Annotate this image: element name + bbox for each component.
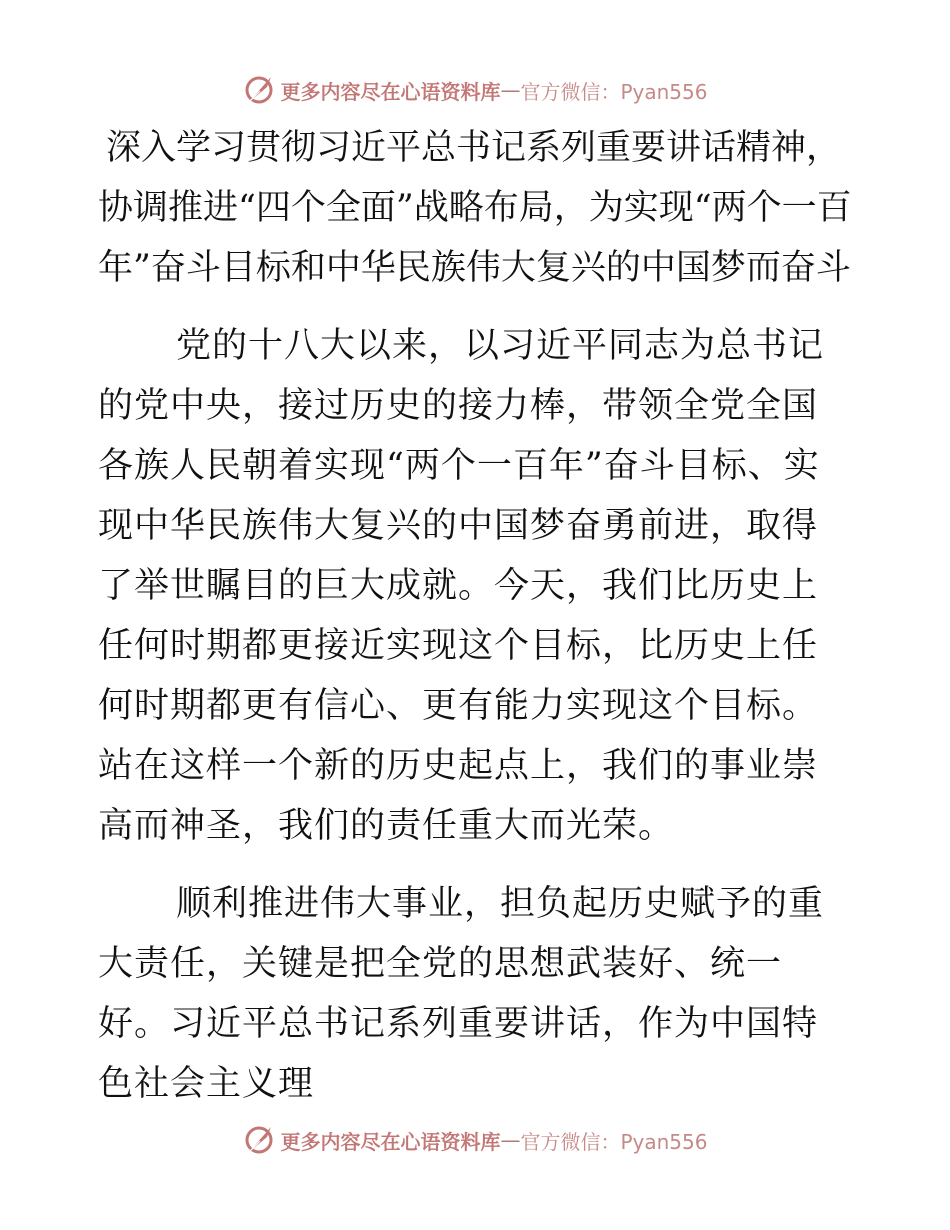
quill-circle-logo-icon: [242, 73, 276, 107]
quill-circle-logo-icon: [242, 1123, 276, 1157]
banner-wechat-text: 官方微信：Pyan556: [520, 79, 708, 104]
header-banner: [0, 70, 950, 110]
banner-separator: —: [500, 1128, 521, 1152]
banner-main-text: 更多内容尽在心语资料库: [280, 79, 501, 104]
banner-main-text: 更多内容尽在心语资料库: [280, 1129, 501, 1154]
banner-wechat-text: 官方微信：Pyan556: [520, 1129, 708, 1154]
paragraph-2: 顺利推进伟大事业，担负起历史赋予的重大责任，关键是把全党的思想武装好、统一好。习近平总书记系列重要讲话，作为中国特色社会主义理: [98, 884, 825, 1104]
document-title: 深入学习贯彻习近平总书记系列重要讲话精神，协调推进“四个全面”战略布局，为实现“两个一百年”奋斗目标和中华民族伟大复兴的中国梦而奋斗: [98, 128, 852, 288]
document-body: [98, 118, 852, 1114]
footer-banner: [0, 1120, 950, 1160]
paragraph-1: 党的十八大以来，以习近平同志为总书记的党中央，接过历史的接力棒，带领全党全国各族人民朝着实现“两个一百年”奋斗目标、实现中华民族伟大复兴的中国梦奋勇前进，取得了举世瞩目的巨大成就。今天，我们比历史上任何时期都更接近实现这个目标，比历史上任何时期都更有信心、更有能力实现这个目标。站在这样一个新的历史起点上，我们的事业崇高而神圣，我们的责任重大而光荣。: [98, 326, 825, 846]
banner-separator: —: [500, 78, 521, 102]
